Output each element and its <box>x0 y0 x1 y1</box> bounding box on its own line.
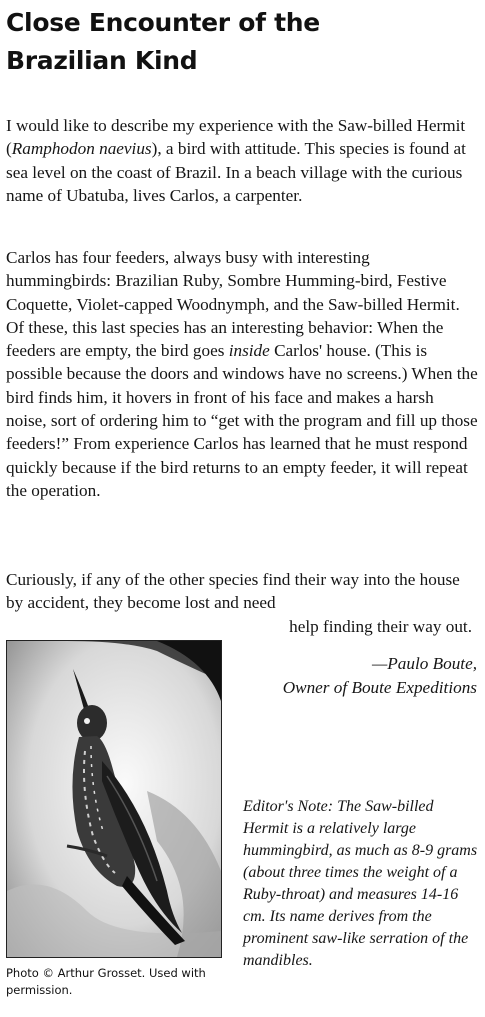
paragraph-intro <box>6 114 478 207</box>
author-name: —Paulo Boute, <box>371 654 477 673</box>
paragraph-other-species <box>6 568 478 638</box>
title-line-2: Brazilian Kind <box>6 46 198 75</box>
editor-note: Editor's Note: The Saw-billed Hermit is a relatively large hummingbird, as much as 8-9 grams (about three times the weight of a Ruby-throat) and measures 14-16 cm. Its name derives from the prominent saw-like serration of the mandibles. <box>243 798 478 969</box>
p1-text-a: I would like to describe my experience with the Saw-billed Hermit ( <box>6 116 466 159</box>
p3-text-a: Curiously, if any of the other species find their way into the house by accident, they become lost and need <box>6 570 460 613</box>
p1-text-b: ), a bird with attitude. This species is found at sea level on the coast of Brazil. In a beach village with the curious name of Ubatuba, lives Carlos, a carpenter. <box>6 139 466 205</box>
p2-text-a: Carlos has four feeders, always busy with interesting hummingbirds: Brazilian Ruby, Sombre Humming-bird, Festive Coquette, Violet-capped Woodnymph, and the Saw-billed Hermit. Of these, this last species has an interesting behavior: When the feeders are empty, the bird goes <box>6 248 460 361</box>
p2-text-b: Carlos' house. (This is possible because the doors and windows have no screens.) When the bird finds him, it hovers in front of his face and makes a harsh noise, sort of ordering him to “get with the program and fill up those feeders!” From experience Carlos has learned that he must respond quickly because if the bird returns to an empty feeder, it will repeat the operation. <box>6 341 478 500</box>
species-name: Ramphodon naevius <box>11 139 152 159</box>
author-signature <box>283 652 477 700</box>
hummingbird-photo <box>6 640 222 958</box>
p3-text-b: help finding their way out. <box>289 616 472 636</box>
paragraph-feeders <box>6 246 478 502</box>
article-title <box>6 4 476 80</box>
photo-caption: Photo © Arthur Grosset. Used with permission. <box>6 966 206 997</box>
hummingbird-illustration <box>7 641 221 957</box>
author-role: Owner of Boute Expeditions <box>282 678 477 697</box>
inside-emphasis: inside <box>228 341 270 361</box>
title-line-1: Close Encounter of the <box>6 8 320 37</box>
